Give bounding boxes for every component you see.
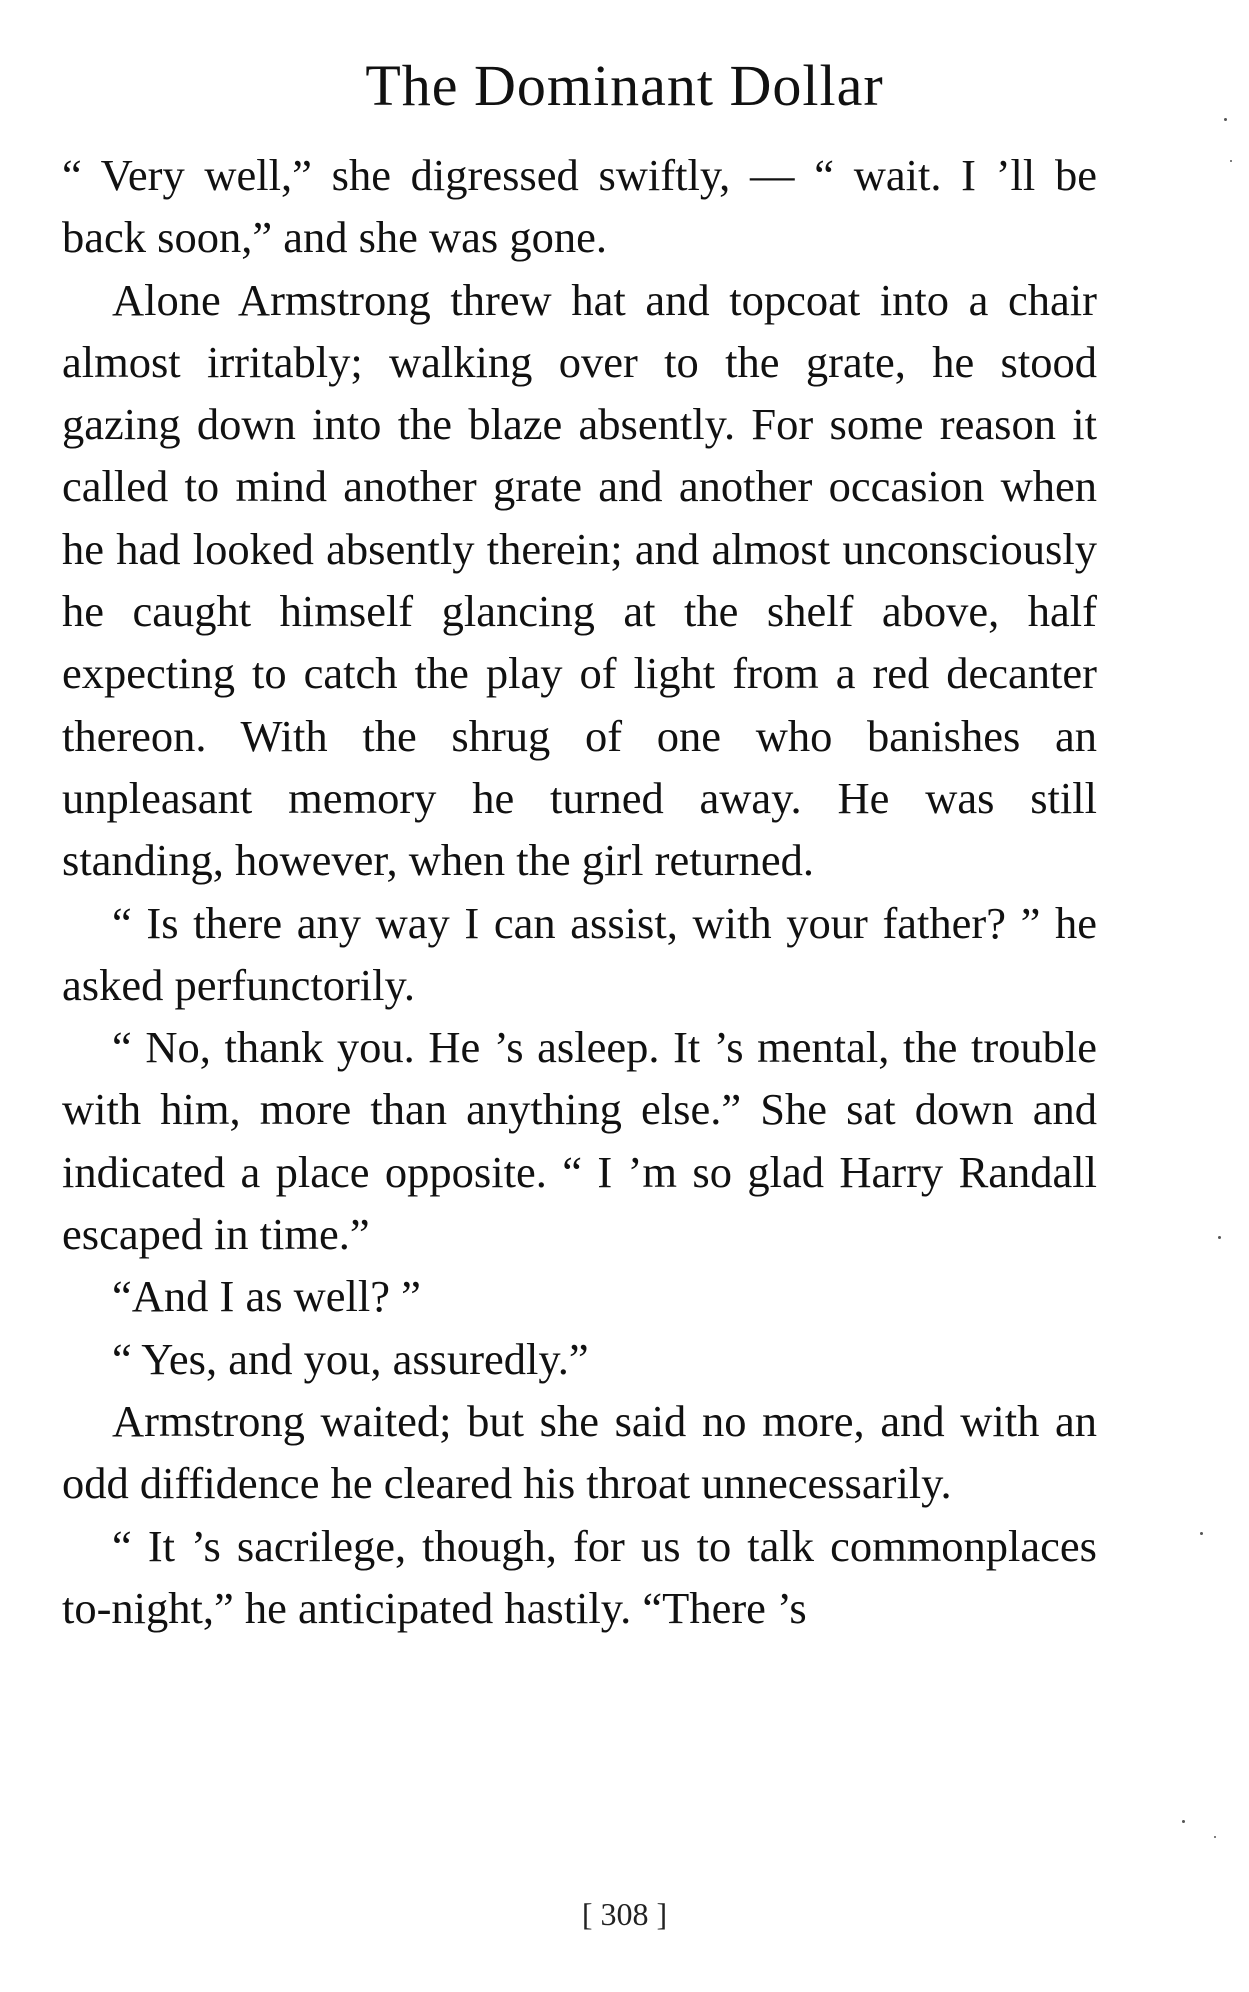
scan-speck <box>1214 1836 1216 1838</box>
body-text <box>62 144 1097 1639</box>
paragraph-6: “ Yes, and you, assuredly.” <box>112 1333 589 1384</box>
scan-speck <box>1182 1820 1185 1823</box>
paragraph-8: “ It ’s sacrilege, though, for us to talk commonplaces to-night,” he anticipated hastily. “There ’s <box>62 1520 1097 1633</box>
scan-speck <box>1218 1236 1221 1239</box>
paragraph-7: Armstrong waited; but she said no more, and with an odd diffidence he cleared his throat unnecessarily. <box>62 1395 1097 1509</box>
page-number: [ 308 ] <box>581 1896 668 1932</box>
scan-speck <box>1224 118 1227 121</box>
paragraph-1: “ Very well,” she digressed swiftly, — “ wait. I ’ll be back soon,” and she was gone. <box>62 150 1097 263</box>
scan-speck <box>1200 1532 1203 1535</box>
paragraph-2: Alone Armstrong threw hat and topcoat into a chair almost irritably; walking over to the grate, he stood gazing down into the blaze absently. For some reason it called to mind another grate and another occasion when he had looked absently therein; and almost unconsciously he caught himself glancing at the shelf above, half expecting to catch the play of light from a red decanter thereon. With the shrug of one who banishes an unpleasant memory he turned away. He was still standing, however, when the girl returned. <box>62 274 1097 886</box>
paragraph-5: “And I as well? ” <box>112 1271 421 1322</box>
paragraph-4: “ No, thank you. He ’s asleep. It ’s mental, the trouble with him, more than anything else.” She sat down and indicated a place opposite. “ I ’m so glad Harry Randall escaped in time.” <box>62 1022 1097 1260</box>
running-head: The Dominant Dollar <box>365 53 884 118</box>
paragraph-3: “ Is there any way I can assist, with your father? ” he asked perfunctorily. <box>62 897 1097 1010</box>
scan-speck <box>1230 160 1232 162</box>
